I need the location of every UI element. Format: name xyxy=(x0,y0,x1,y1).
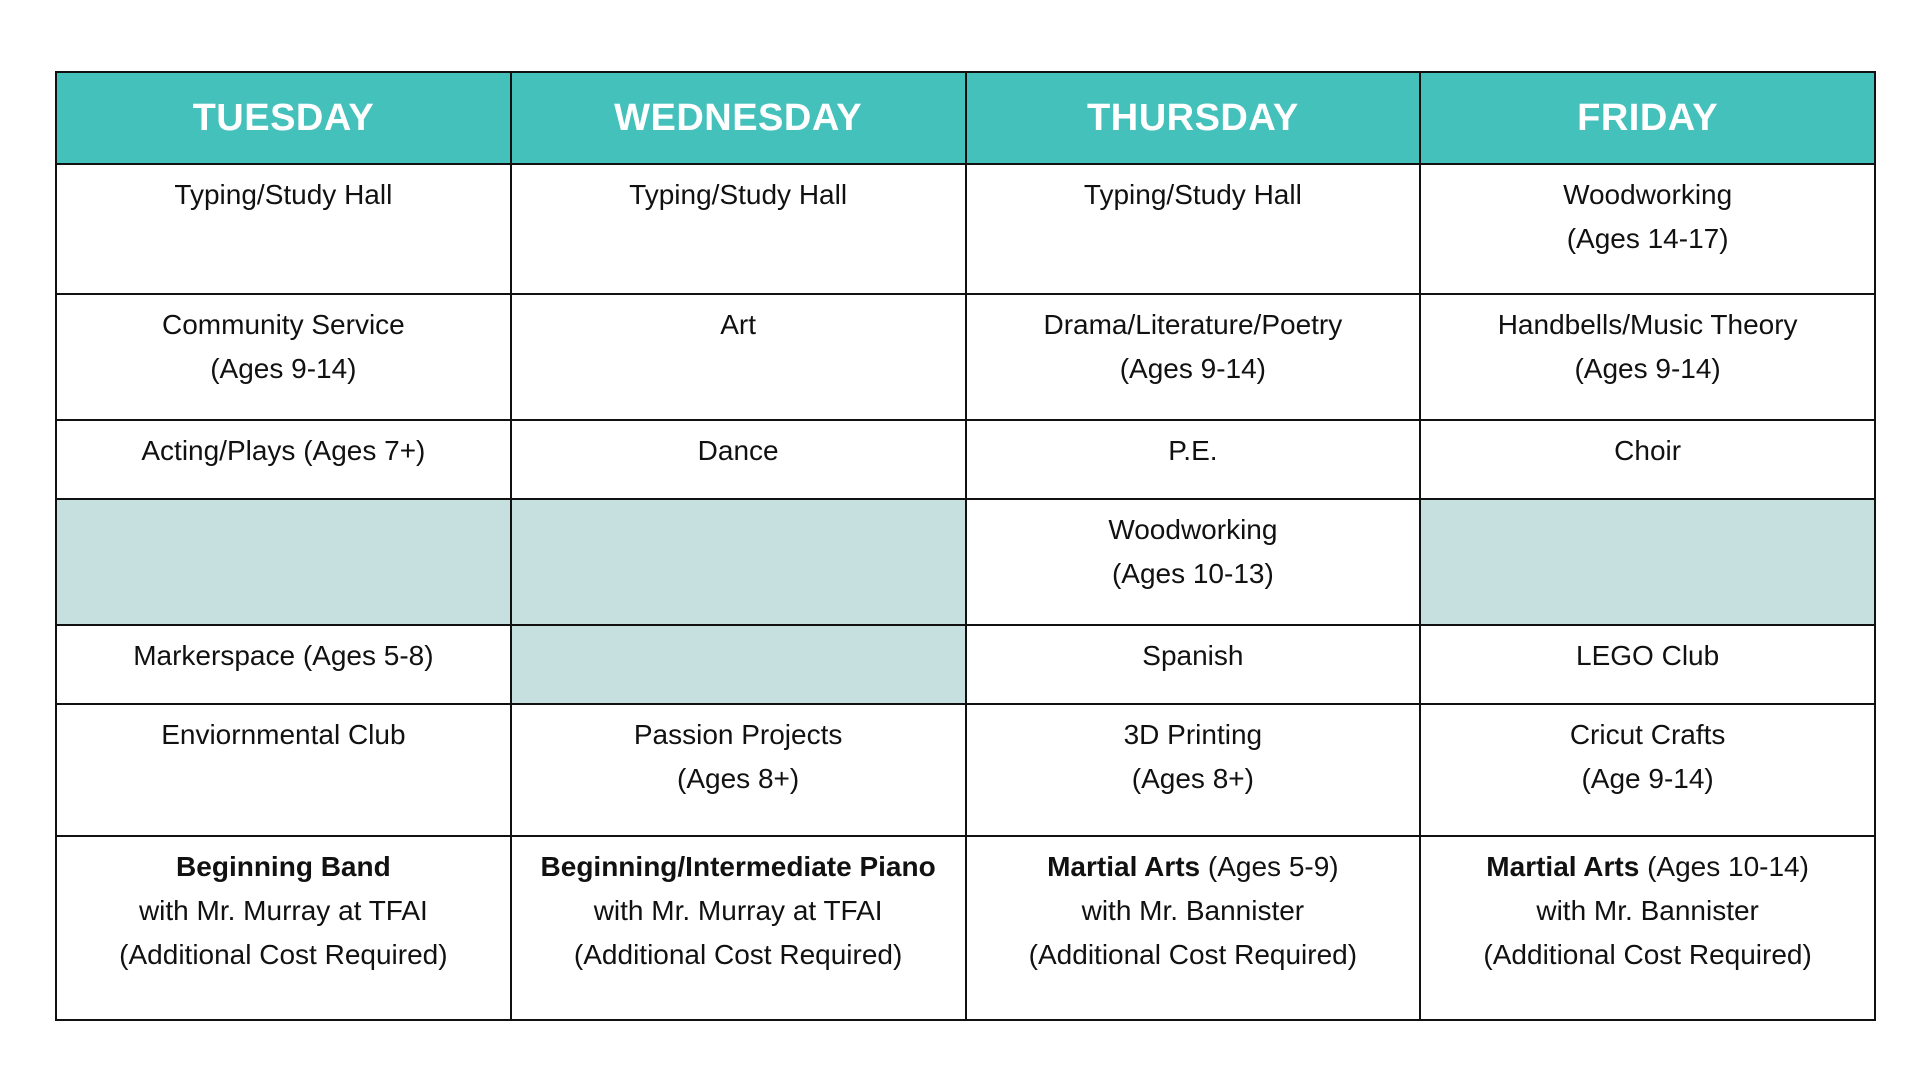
cell-friday xyxy=(1420,420,1875,499)
schedule-row xyxy=(56,499,1875,625)
cell-tuesday xyxy=(56,704,511,836)
header-thursday: THURSDAY xyxy=(966,72,1421,164)
cell-wednesday xyxy=(511,420,966,499)
class-ages: (Ages 8+) xyxy=(1131,763,1254,794)
cell-friday xyxy=(1420,164,1875,294)
cell-thursday xyxy=(966,499,1421,625)
class-name: Woodworking xyxy=(1563,179,1733,210)
class-ages: (Ages 14-17) xyxy=(1566,223,1729,254)
cell-thursday xyxy=(966,704,1421,836)
class-cost-note: (Additional Cost Required) xyxy=(1483,939,1812,970)
class-name: Dance xyxy=(697,435,779,466)
class-name: Beginning/Intermediate Piano xyxy=(540,851,936,882)
cell-wednesday xyxy=(511,164,966,294)
class-name: Typing/Study Hall xyxy=(629,179,848,210)
class-ages: (Ages 8+) xyxy=(677,763,800,794)
class-instructor: with Mr. Bannister xyxy=(1081,895,1305,926)
class-name: Beginning Band xyxy=(176,851,391,882)
cell-friday xyxy=(1420,294,1875,420)
empty-cell-wednesday xyxy=(511,499,966,625)
class-instructor: with Mr. Murray at TFAI xyxy=(138,895,428,926)
class-ages: (Ages 10-13) xyxy=(1111,558,1274,589)
empty-cell-tuesday xyxy=(56,499,511,625)
cell-friday xyxy=(1420,625,1875,704)
schedule-row xyxy=(56,420,1875,499)
cell-tuesday xyxy=(56,420,511,499)
class-ages: (Ages 10-14) xyxy=(1639,851,1809,882)
cell-tuesday xyxy=(56,294,511,420)
class-name: Passion Projects xyxy=(633,719,843,750)
class-name: Art xyxy=(720,309,757,340)
class-name: Woodworking xyxy=(1108,514,1278,545)
cell-tuesday xyxy=(56,625,511,704)
class-title-line xyxy=(977,845,1410,889)
cell-thursday xyxy=(966,420,1421,499)
class-cost-note: (Additional Cost Required) xyxy=(119,939,448,970)
class-ages: (Ages 5-9) xyxy=(1200,851,1339,882)
class-name: Martial Arts xyxy=(1047,851,1201,882)
empty-cell-wednesday xyxy=(511,625,966,704)
cell-friday xyxy=(1420,704,1875,836)
schedule-table xyxy=(55,71,1876,1021)
class-cost-note: (Additional Cost Required) xyxy=(1028,939,1358,970)
header-wednesday: WEDNESDAY xyxy=(511,72,966,164)
cell-thursday xyxy=(966,164,1421,294)
class-name: Acting/Plays (Ages 7+) xyxy=(141,435,426,466)
class-title-line xyxy=(522,845,955,889)
class-ages: (Age 9-14) xyxy=(1581,763,1714,794)
schedule-row xyxy=(56,164,1875,294)
class-name: Markerspace (Ages 5-8) xyxy=(133,640,434,671)
class-name: 3D Printing xyxy=(1123,719,1263,750)
cell-thursday xyxy=(966,294,1421,420)
class-name: Cricut Crafts xyxy=(1569,719,1726,750)
class-ages: (Ages 9-14) xyxy=(1119,353,1267,384)
cell-thursday xyxy=(966,836,1421,1020)
schedule-row xyxy=(56,625,1875,704)
schedule-row xyxy=(56,704,1875,836)
cell-wednesday xyxy=(511,836,966,1020)
class-name: Handbells/Music Theory xyxy=(1497,309,1798,340)
class-title-line xyxy=(1431,845,1864,889)
cell-wednesday xyxy=(511,704,966,836)
class-name: Choir xyxy=(1614,435,1682,466)
class-cost-note: (Additional Cost Required) xyxy=(573,939,903,970)
class-title-line xyxy=(67,845,500,889)
class-ages: (Ages 9-14) xyxy=(1574,353,1721,384)
schedule-row xyxy=(56,836,1875,1020)
cell-friday xyxy=(1420,836,1875,1020)
cell-thursday xyxy=(966,625,1421,704)
cell-tuesday xyxy=(56,164,511,294)
class-name: Drama/Literature/Poetry xyxy=(1043,309,1343,340)
class-ages: (Ages 9-14) xyxy=(210,353,357,384)
class-name: Spanish xyxy=(1142,640,1244,671)
class-name: Typing/Study Hall xyxy=(1083,179,1302,210)
class-name: Community Service xyxy=(162,309,405,340)
schedule-row xyxy=(56,294,1875,420)
class-name: Martial Arts xyxy=(1486,851,1640,882)
class-name: LEGO Club xyxy=(1576,640,1720,671)
class-name: Typing/Study Hall xyxy=(174,179,393,210)
cell-tuesday xyxy=(56,836,511,1020)
header-tuesday: TUESDAY xyxy=(56,72,511,164)
class-name: P.E. xyxy=(1168,435,1218,466)
empty-cell-friday xyxy=(1420,499,1875,625)
header-friday: FRIDAY xyxy=(1420,72,1875,164)
cell-wednesday xyxy=(511,294,966,420)
header-row xyxy=(56,72,1875,164)
class-instructor: with Mr. Murray at TFAI xyxy=(593,895,883,926)
class-instructor: with Mr. Bannister xyxy=(1536,895,1759,926)
class-name: Enviornmental Club xyxy=(161,719,406,750)
